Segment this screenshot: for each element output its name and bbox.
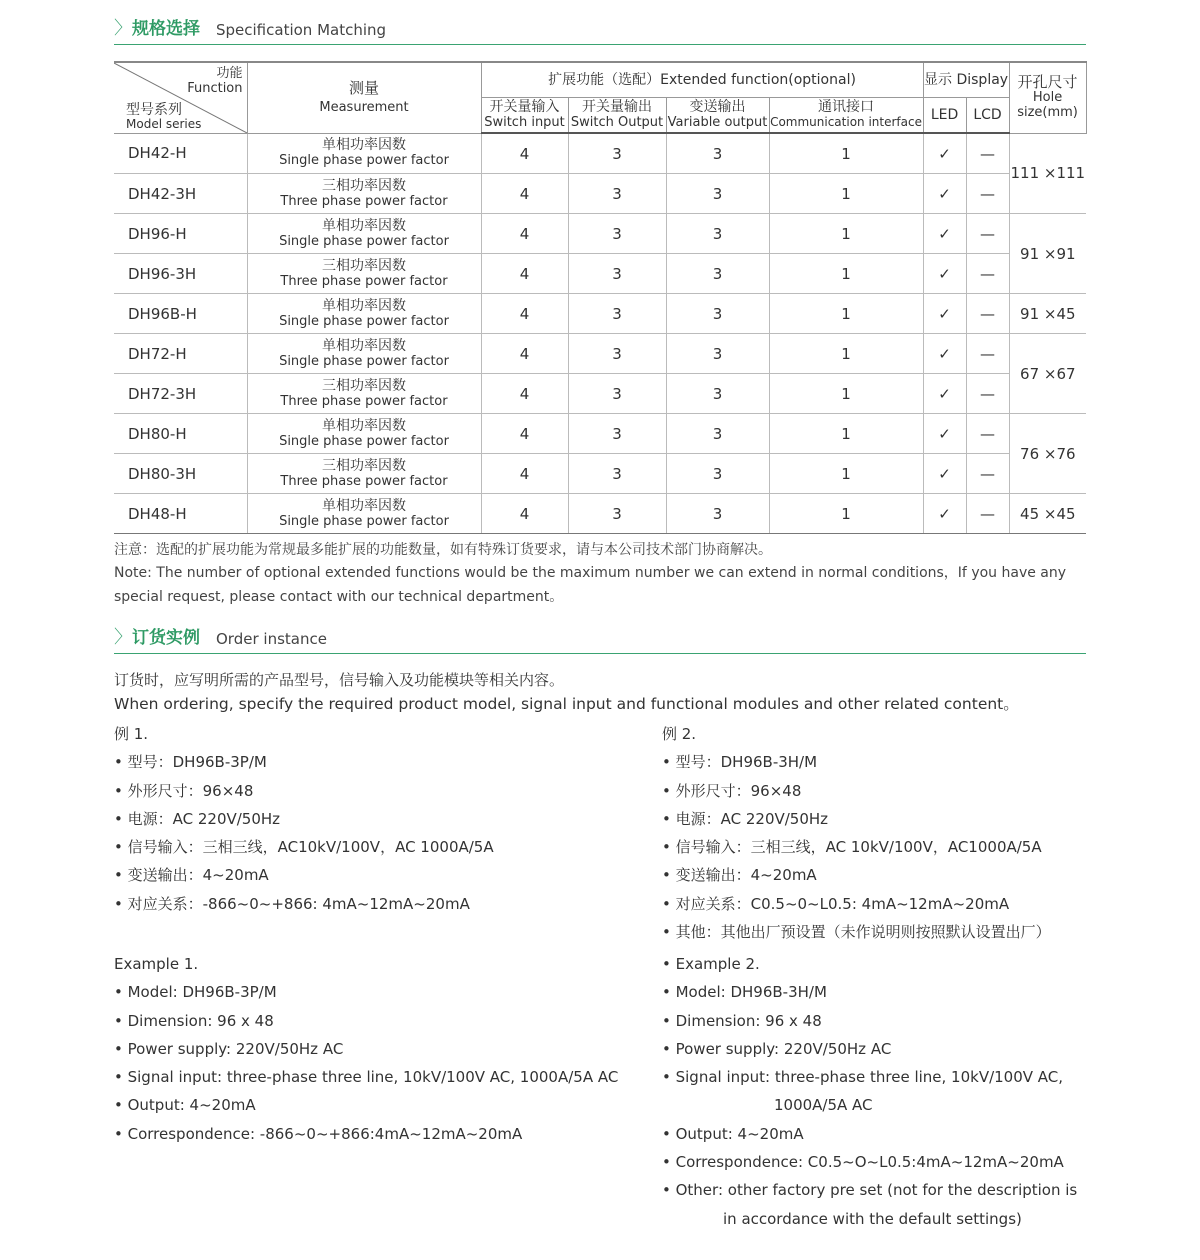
- communication-cell: 1: [769, 174, 923, 214]
- list-item: • Model: DH96B-3P/M: [114, 983, 277, 1002]
- communication-cell: 1: [769, 254, 923, 294]
- led-cell: ✓: [923, 214, 966, 254]
- list-item: • 型号：DH96B-3P/M: [114, 753, 267, 772]
- corner-model-label: 型号系列 Model series: [126, 101, 202, 131]
- list-item: • Correspondence: C0.5~O~L0.5:4mA~12mA~20mA: [662, 1153, 1064, 1172]
- switch-output-cell: 3: [568, 133, 666, 174]
- model-cell: DH72-H: [114, 334, 247, 374]
- example2-zh: [662, 720, 1051, 946]
- list-item: • 外形尺寸：96×48: [662, 781, 802, 800]
- table-row: [114, 334, 1086, 374]
- communication-cell: 1: [769, 133, 923, 174]
- model-cell: DH96B-H: [114, 294, 247, 334]
- switch-input-cell: 4: [481, 294, 568, 334]
- model-cell: DH96-H: [114, 214, 247, 254]
- switch-output-cell: 3: [568, 494, 666, 534]
- extended-header: 扩展功能（选配）Extended function(optional): [481, 62, 923, 98]
- example2-en: [662, 950, 1077, 1233]
- switch-output-cell: 3: [568, 334, 666, 374]
- switch-input-cell: 4: [481, 133, 568, 174]
- communication-header: 通讯接口 Communication interface: [769, 98, 923, 134]
- list-item: • 其他：其他出厂预设置（未作说明则按照默认设置出厂）: [662, 923, 1051, 942]
- switch-input-cell: 4: [481, 214, 568, 254]
- list-item: • Dimension: 96 x 48: [662, 1011, 822, 1030]
- switch-output-cell: 3: [568, 374, 666, 414]
- note-zh: 注意：选配的扩展功能为常规最多能扩展的功能数量，如有特殊订货要求，请与本公司技术部门协商解决。: [114, 542, 772, 558]
- hole-cell: 91 ×91: [1009, 214, 1086, 294]
- spec-table: [114, 61, 1087, 534]
- measurement-cell: 三相功率因数 Three phase power factor: [247, 254, 481, 294]
- example1-zh-title: 例 1.: [114, 725, 149, 743]
- switch-input-cell: 4: [481, 174, 568, 214]
- list-item-continued: in accordance with the default settings): [723, 1209, 1022, 1228]
- table-row: [114, 174, 1086, 214]
- lcd-header: LCD: [966, 98, 1009, 134]
- measurement-cell: 单相功率因数 Single phase power factor: [247, 133, 481, 174]
- lcd-cell: —: [966, 254, 1009, 294]
- measurement-cell: 三相功率因数 Three phase power factor: [247, 454, 481, 494]
- example2-zh-title: 例 2.: [662, 725, 697, 743]
- list-item-continued: 1000A/5A AC: [774, 1096, 873, 1115]
- list-item: • Power supply: 220V/50Hz AC: [114, 1039, 344, 1058]
- measurement-cell: 三相功率因数 Three phase power factor: [247, 174, 481, 214]
- spec-section-title-en: Specification Matching: [216, 21, 387, 39]
- communication-cell: 1: [769, 414, 923, 454]
- list-item: • Signal input: three-phase three line, 10kV/100V AC, 1000A/5A AC: [114, 1068, 619, 1087]
- spec-section-header: [114, 18, 1086, 45]
- model-cell: DH80-3H: [114, 454, 247, 494]
- table-row: [114, 133, 1086, 174]
- variable-output-cell: 3: [666, 414, 769, 454]
- model-cell: DH42-3H: [114, 174, 247, 214]
- switch-output-header: 开关量输出 Switch Output: [568, 98, 666, 134]
- hole-cell: 45 ×45: [1009, 494, 1086, 534]
- lcd-cell: —: [966, 133, 1009, 174]
- communication-cell: 1: [769, 374, 923, 414]
- lcd-cell: —: [966, 334, 1009, 374]
- variable-output-cell: 3: [666, 174, 769, 214]
- switch-input-cell: 4: [481, 334, 568, 374]
- corner-function-label: 功能 Function: [187, 66, 243, 96]
- lcd-cell: —: [966, 214, 1009, 254]
- table-row: [114, 454, 1086, 494]
- example1-zh: [114, 720, 494, 918]
- example1-en-title: Example 1.: [114, 955, 199, 973]
- led-cell: ✓: [923, 334, 966, 374]
- measurement-cell: 单相功率因数 Single phase power factor: [247, 414, 481, 454]
- lcd-cell: —: [966, 414, 1009, 454]
- order-section-header: [114, 627, 1086, 654]
- switch-input-cell: 4: [481, 254, 568, 294]
- lcd-cell: —: [966, 294, 1009, 334]
- communication-cell: 1: [769, 454, 923, 494]
- spec-section-title-zh: 规格选择: [132, 19, 200, 39]
- hole-header: 开孔尺寸 Hole size(mm): [1009, 62, 1086, 133]
- display-header: 显示 Display: [923, 62, 1009, 98]
- hole-cell: 91 ×45: [1009, 294, 1086, 334]
- hole-cell: 111 ×111: [1009, 133, 1086, 214]
- variable-output-cell: 3: [666, 214, 769, 254]
- chevron-right-icon: 〉: [114, 627, 132, 648]
- list-item: • 信号输入：三相三线，AC10kV/100V，AC 1000A/5A: [114, 838, 494, 857]
- list-item: • Output: 4~20mA: [662, 1124, 804, 1143]
- led-cell: ✓: [923, 414, 966, 454]
- measurement-cell: 三相功率因数 Three phase power factor: [247, 374, 481, 414]
- table-row: [114, 254, 1086, 294]
- measurement-cell: 单相功率因数 Single phase power factor: [247, 334, 481, 374]
- corner-header: [114, 62, 247, 133]
- list-item: • 信号输入：三相三线，AC 10kV/100V，AC1000A/5A: [662, 838, 1042, 857]
- model-cell: DH48-H: [114, 494, 247, 534]
- list-item: • 型号：DH96B-3H/M: [662, 753, 818, 772]
- variable-output-cell: 3: [666, 133, 769, 174]
- switch-input-header: 开关量输入 Switch input: [481, 98, 568, 134]
- led-cell: ✓: [923, 133, 966, 174]
- led-cell: ✓: [923, 454, 966, 494]
- order-intro-zh: 订货时，应写明所需的产品型号，信号输入及功能模块等相关内容。: [114, 671, 565, 689]
- table-row: [114, 414, 1086, 454]
- led-cell: ✓: [923, 494, 966, 534]
- list-item: • 电源：AC 220V/50Hz: [114, 809, 281, 828]
- example1-en: [114, 950, 618, 1148]
- switch-output-cell: 3: [568, 414, 666, 454]
- chevron-right-icon: 〉: [114, 18, 132, 39]
- table-row: [114, 374, 1086, 414]
- measurement-header: 测量 Measurement: [247, 62, 481, 133]
- led-header: LED: [923, 98, 966, 134]
- led-cell: ✓: [923, 254, 966, 294]
- list-item: • 外形尺寸：96×48: [114, 781, 254, 800]
- hole-cell: 76 ×76: [1009, 414, 1086, 494]
- measurement-cell: 单相功率因数 Single phase power factor: [247, 494, 481, 534]
- variable-output-cell: 3: [666, 294, 769, 334]
- switch-input-cell: 4: [481, 374, 568, 414]
- led-cell: ✓: [923, 174, 966, 214]
- order-section-title-en: Order instance: [216, 630, 327, 648]
- switch-output-cell: 3: [568, 454, 666, 494]
- list-item: • Dimension: 96 x 48: [114, 1011, 274, 1030]
- list-item: • Output: 4~20mA: [114, 1096, 256, 1115]
- table-row: [114, 214, 1086, 254]
- switch-input-cell: 4: [481, 494, 568, 534]
- model-cell: DH72-3H: [114, 374, 247, 414]
- variable-output-cell: 3: [666, 374, 769, 414]
- variable-output-cell: 3: [666, 254, 769, 294]
- measurement-cell: 单相功率因数 Single phase power factor: [247, 214, 481, 254]
- example2-en-title: • Example 2.: [662, 955, 760, 973]
- list-item: • 对应关系：C0.5~0~L0.5: 4mA~12mA~20mA: [662, 894, 1010, 913]
- model-cell: DH96-3H: [114, 254, 247, 294]
- switch-output-cell: 3: [568, 254, 666, 294]
- list-item: • 变送输出：4~20mA: [114, 866, 269, 885]
- table-row: [114, 494, 1086, 534]
- measurement-cell: 单相功率因数 Single phase power factor: [247, 294, 481, 334]
- variable-output-header: 变送输出 Variable output: [666, 98, 769, 134]
- led-cell: ✓: [923, 294, 966, 334]
- switch-output-cell: 3: [568, 174, 666, 214]
- switch-input-cell: 4: [481, 454, 568, 494]
- list-item: • Other: other factory pre set (not for the description is: [662, 1181, 1078, 1200]
- lcd-cell: —: [966, 174, 1009, 214]
- list-item: • 对应关系：-866~0~+866: 4mA~12mA~20mA: [114, 894, 470, 913]
- list-item: • Correspondence: -866~0~+866:4mA~12mA~20mA: [114, 1124, 523, 1143]
- hole-cell: 67 ×67: [1009, 334, 1086, 414]
- note-en: Note: The number of optional extended functions would be the maximum number we can extend in normal conditions，If you have any special request, please contact with our technical department。: [114, 565, 1067, 605]
- variable-output-cell: 3: [666, 334, 769, 374]
- switch-input-cell: 4: [481, 414, 568, 454]
- led-cell: ✓: [923, 374, 966, 414]
- list-item: • Power supply: 220V/50Hz AC: [662, 1039, 892, 1058]
- variable-output-cell: 3: [666, 454, 769, 494]
- communication-cell: 1: [769, 214, 923, 254]
- model-cell: DH42-H: [114, 133, 247, 174]
- switch-output-cell: 3: [568, 214, 666, 254]
- switch-output-cell: 3: [568, 294, 666, 334]
- lcd-cell: —: [966, 494, 1009, 534]
- order-intro-en: When ordering, specify the required product model, signal input and functional modules and other related content。: [114, 695, 1019, 713]
- lcd-cell: —: [966, 374, 1009, 414]
- table-row: [114, 294, 1086, 334]
- lcd-cell: —: [966, 454, 1009, 494]
- communication-cell: 1: [769, 294, 923, 334]
- list-item: • Model: DH96B-3H/M: [662, 983, 827, 1002]
- model-cell: DH80-H: [114, 414, 247, 454]
- list-item: • 电源：AC 220V/50Hz: [662, 809, 829, 828]
- list-item: • Signal input: three-phase three line, 10kV/100V AC,: [662, 1068, 1064, 1087]
- list-item: • 变送输出：4~20mA: [662, 866, 817, 885]
- communication-cell: 1: [769, 334, 923, 374]
- variable-output-cell: 3: [666, 494, 769, 534]
- order-section-title-zh: 订货实例: [132, 628, 200, 648]
- communication-cell: 1: [769, 494, 923, 534]
